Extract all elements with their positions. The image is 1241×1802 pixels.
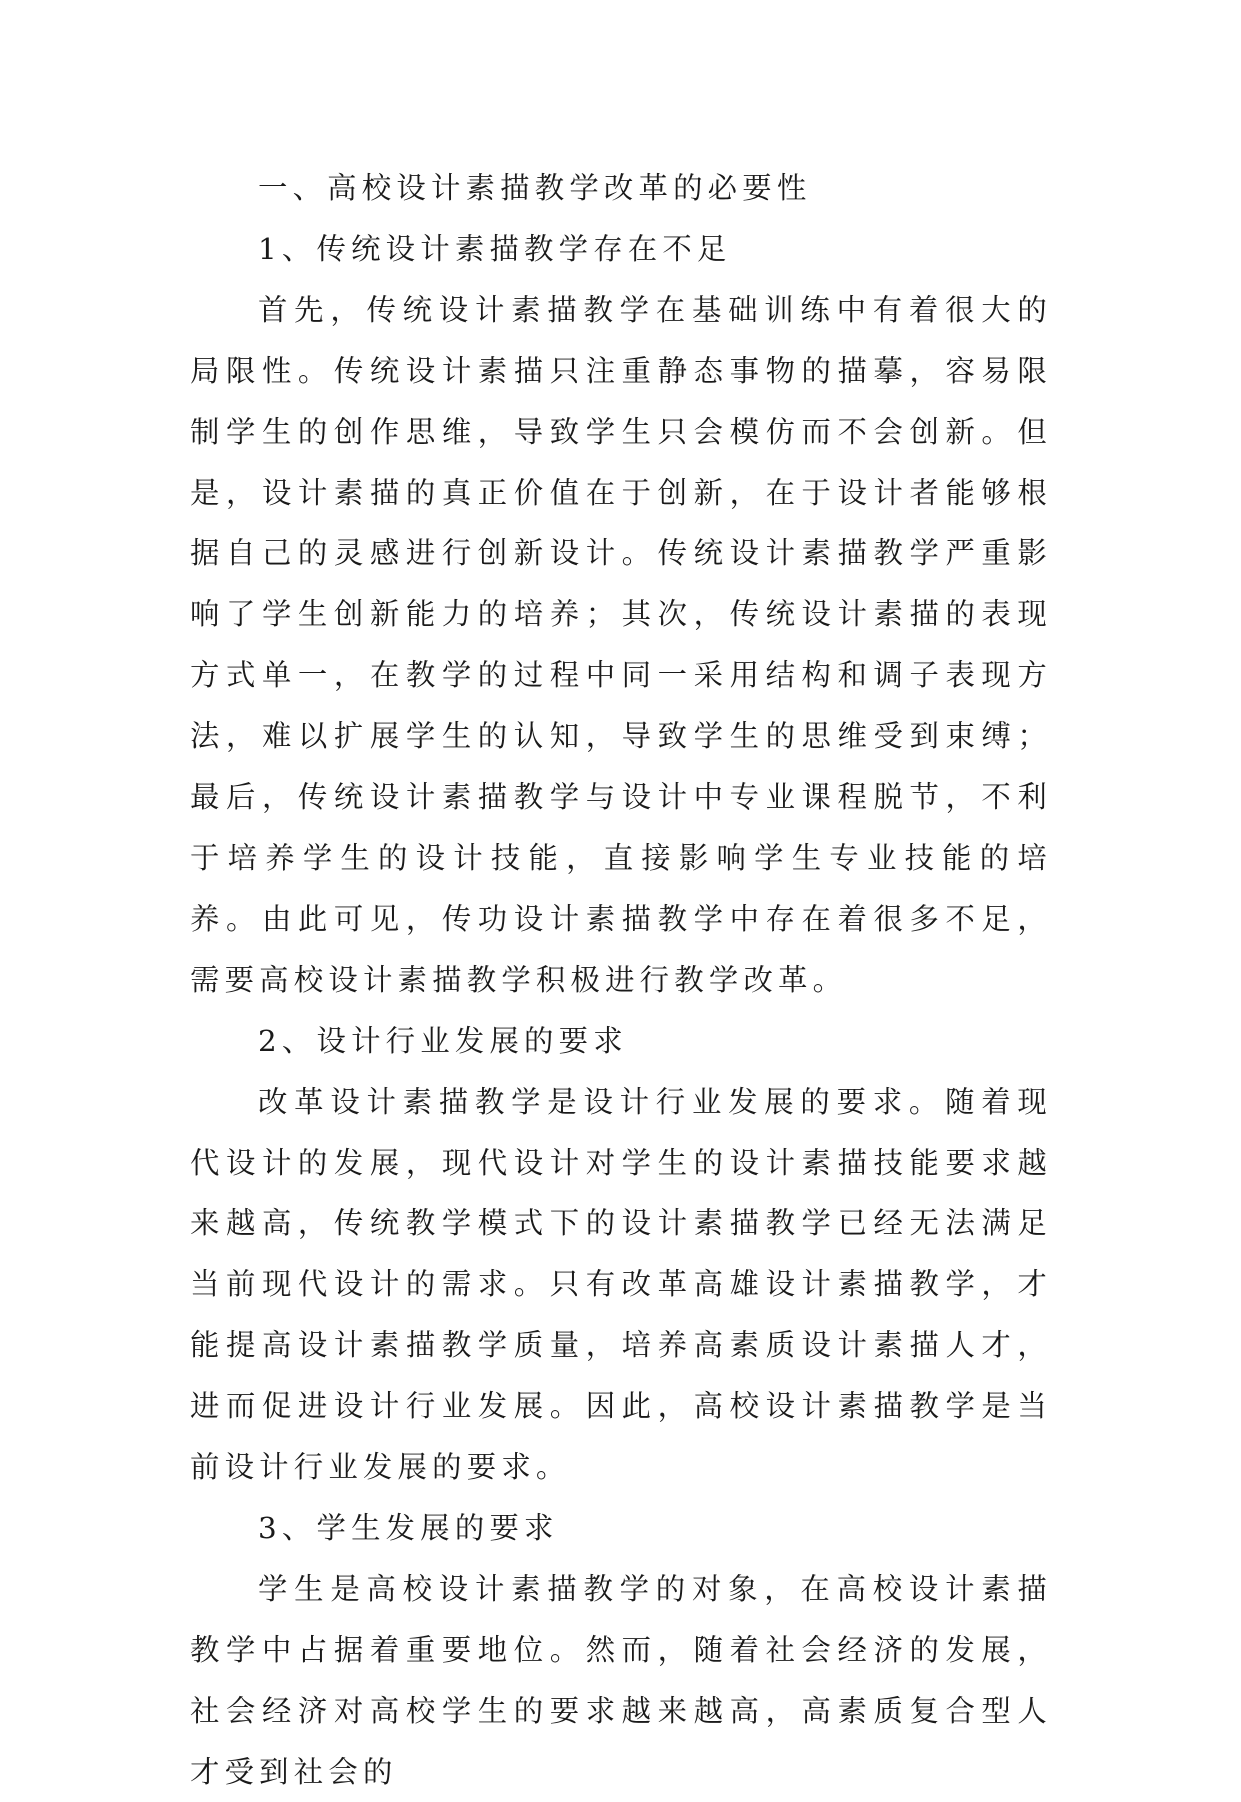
document-body: [190, 158, 1052, 1802]
paragraph-2: 改革设计素描教学是设计行业发展的要求。随着现代设计的发展，现代设计对学生的设计素描技能要求越来越高，传统教学模式下的设计素描教学已经无法满足当前现代设计的需求。只有改革高雄设计素描教学，才能提高设计素描教学质量，培养高素质设计素描人才，进而促进设计行业发展。因此，高校设计素描教学是当前设计行业发展的要求。: [190, 1084, 1052, 1485]
paragraph-3: 学生是高校设计素描教学的对象，在高校设计素描教学中占据着重要地位。然而，随着社会经济的发展，社会经济对高校学生的要求越来越高，高素质复合型人才受到社会的: [190, 1571, 1052, 1789]
subsection-title-2: 2、设计行业发展的要求: [258, 1023, 628, 1058]
paragraph-1: 首先，传统设计素描教学在基础训练中有着很大的局限性。传统设计素描只注重静态事物的描摹，容易限制学生的创作思维，导致学生只会模仿而不会创新。但是，设计素描的真正价值在于创新，在于设计者能够根据自己的灵感进行创新设计。传统设计素描教学严重影响了学生创新能力的培养；其次，传统设计素描的表现方式单一，在教学的过程中同一采用结构和调子表现方法，难以扩展学生的认知，导致学生的思维受到束缚；最后，传统设计素描教学与设计中专业课程脱节，不利于培养学生的设计技能，直接影响学生专业技能的培养。由此可见，传功设计素描教学中存在着很多不足，需要高校设计素描教学积极进行教学改革。: [190, 292, 1052, 997]
subsection-title-1: 1、传统设计素描教学存在不足: [258, 231, 732, 266]
section-heading-main: 一、高校设计素描教学改革的必要性: [258, 171, 812, 205]
subsection-title-3: 3、学生发展的要求: [258, 1510, 559, 1545]
